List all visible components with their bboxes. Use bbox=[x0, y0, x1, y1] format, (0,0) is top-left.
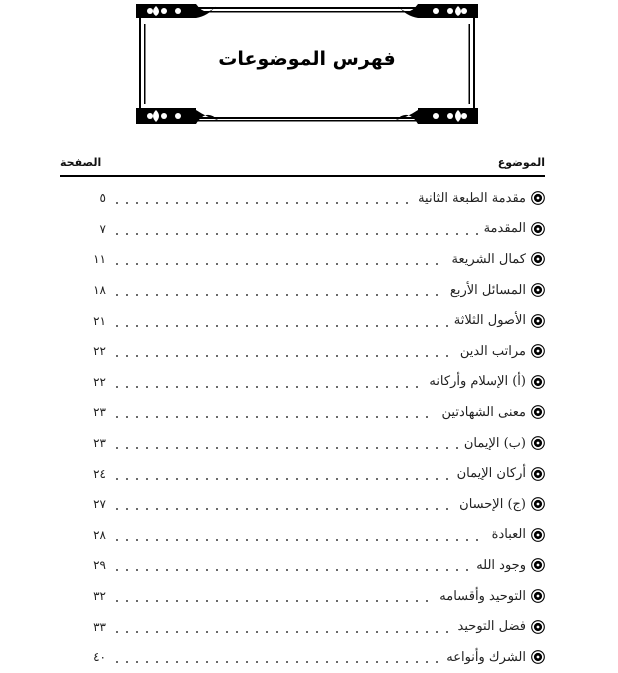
toc-entry bbox=[60, 611, 545, 642]
toc-entry bbox=[60, 214, 545, 245]
toc-entry bbox=[60, 520, 545, 551]
toc-entry-title: مقدمة الطبعة الثانية bbox=[418, 190, 526, 206]
dot-leader bbox=[112, 325, 448, 327]
toc-entry-page: ٢٢ bbox=[93, 374, 106, 389]
toc-entry bbox=[60, 458, 545, 489]
toc-entry-title: الشرك وأنواعه bbox=[446, 649, 526, 665]
toc-entry-title: المقدمة bbox=[483, 221, 526, 237]
toc-entry-page: ٣٣ bbox=[93, 619, 106, 634]
toc-entry bbox=[60, 336, 545, 367]
toc-entry-title: فضل التوحيد bbox=[457, 619, 526, 635]
toc-entry bbox=[60, 367, 545, 398]
toc-entry-page: ١٨ bbox=[93, 283, 106, 298]
toc-entry-title: (ب) الإيمان bbox=[463, 435, 526, 451]
bullet-icon bbox=[531, 650, 545, 664]
toc-entry-title: كمال الشريعة bbox=[451, 251, 526, 267]
toc-entry bbox=[60, 550, 545, 581]
toc-entry-page: ٧ bbox=[99, 221, 106, 236]
bullet-icon bbox=[531, 252, 545, 266]
toc-entry-page: ٢٢ bbox=[93, 344, 106, 359]
bullet-icon bbox=[531, 467, 545, 481]
bullet-icon bbox=[531, 558, 545, 572]
toc-entry-page: ٢٣ bbox=[93, 436, 106, 451]
toc-entry-title: مراتب الدين bbox=[459, 343, 526, 359]
toc-entry-page: ٣٢ bbox=[93, 589, 106, 604]
toc-entry-title: الأصول الثلاثة bbox=[453, 313, 526, 329]
toc-header bbox=[60, 156, 545, 177]
toc-entry-page: ٢٧ bbox=[93, 497, 106, 512]
bullet-icon bbox=[531, 283, 545, 297]
page-title: فهرس الموضوعات bbox=[218, 48, 396, 70]
dot-leader bbox=[112, 508, 453, 510]
bullet-icon bbox=[531, 497, 545, 511]
dot-leader bbox=[112, 631, 452, 633]
dot-leader bbox=[112, 233, 478, 235]
toc-entry-page: ٢٩ bbox=[93, 558, 106, 573]
toc-entry-page: ٤٠ bbox=[93, 650, 106, 665]
dot-leader bbox=[112, 202, 412, 204]
toc-entry-page: ٢٣ bbox=[93, 405, 106, 420]
page-column-label: الصفحة bbox=[60, 156, 102, 169]
bullet-icon bbox=[531, 620, 545, 634]
toc-entry-page: ٥ bbox=[99, 191, 106, 206]
bullet-icon bbox=[531, 314, 545, 328]
dot-leader bbox=[112, 263, 446, 265]
bullet-icon bbox=[531, 375, 545, 389]
toc-entry-page: ٢٨ bbox=[93, 527, 106, 542]
toc-entry bbox=[60, 397, 545, 428]
toc-entry bbox=[60, 581, 545, 612]
toc-entry-title: العبادة bbox=[491, 527, 526, 543]
toc-entry-page: ٢١ bbox=[93, 313, 106, 328]
toc-entry-page: ١١ bbox=[93, 252, 106, 267]
toc-entry-title: المسائل الأربع bbox=[449, 282, 526, 298]
toc-entry bbox=[60, 489, 545, 520]
toc-entry-title: أركان الإيمان bbox=[456, 466, 526, 482]
bullet-icon bbox=[531, 589, 545, 603]
toc-entry bbox=[60, 305, 545, 336]
bullet-icon bbox=[531, 222, 545, 236]
dot-leader bbox=[112, 416, 436, 418]
toc-entry bbox=[60, 275, 545, 306]
dot-leader bbox=[112, 478, 451, 480]
table-of-contents bbox=[60, 156, 545, 673]
dot-leader bbox=[112, 569, 470, 571]
title-frame bbox=[136, 4, 478, 124]
dot-leader bbox=[112, 294, 444, 296]
toc-list bbox=[60, 183, 545, 673]
dot-leader bbox=[112, 661, 440, 663]
dot-leader bbox=[112, 447, 458, 449]
bullet-icon bbox=[531, 436, 545, 450]
bullet-icon bbox=[531, 191, 545, 205]
toc-entry-page: ٢٤ bbox=[93, 466, 106, 481]
toc-entry bbox=[60, 183, 545, 214]
bullet-icon bbox=[531, 405, 545, 419]
toc-entry-title: معنى الشهادتين bbox=[441, 404, 526, 420]
dot-leader bbox=[112, 600, 433, 602]
toc-entry-title: التوحيد وأقسامه bbox=[439, 588, 526, 604]
toc-entry bbox=[60, 244, 545, 275]
bullet-icon bbox=[531, 344, 545, 358]
dot-leader bbox=[112, 539, 486, 541]
toc-entry-title: (أ) الإسلام وأركانه bbox=[429, 374, 526, 390]
bullet-icon bbox=[531, 528, 545, 542]
toc-entry-title: (ج) الإحسان bbox=[459, 496, 526, 512]
topic-column-label: الموضوع bbox=[497, 156, 545, 169]
toc-entry-title: وجود الله bbox=[476, 557, 526, 573]
toc-entry bbox=[60, 428, 545, 459]
dot-leader bbox=[112, 386, 423, 388]
toc-entry bbox=[60, 642, 545, 673]
dot-leader bbox=[112, 355, 454, 357]
